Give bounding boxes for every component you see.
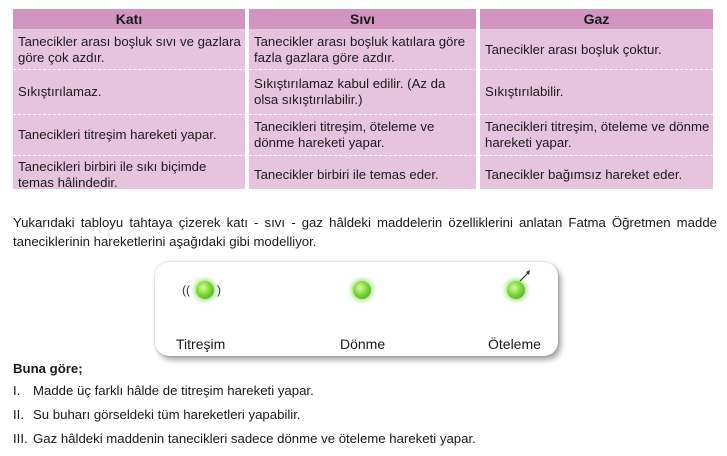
cell-gas-contact: Tanecikler bağımsız hareket eder. bbox=[485, 167, 683, 182]
statement-text: Gaz hâldeki maddenin tanecikleri sadece dönme ve öteleme hareketi yapar. bbox=[33, 431, 476, 446]
cell-gas-compress: Sıkıştırılabilir. bbox=[485, 84, 564, 99]
statement-3 bbox=[13, 430, 476, 448]
cell-liquid-contact: Tanecikler birbiri ile temas eder. bbox=[254, 167, 439, 182]
vibration-marks-right: ) bbox=[217, 283, 221, 297]
rotating-particle-icon bbox=[353, 281, 371, 299]
row-divider bbox=[13, 114, 713, 115]
cell-solid-spacing: Tanecikler arası boşluk sıvı ve gazlara göre çok azdır. bbox=[18, 33, 241, 65]
statement-number: III. bbox=[13, 431, 28, 446]
vibrating-particle-icon bbox=[196, 281, 214, 299]
cell-solid-compress: Sıkıştırılamaz. bbox=[18, 84, 102, 99]
vibration-marks-left: (( bbox=[182, 283, 190, 297]
label-vibration: Titreşim bbox=[176, 336, 226, 352]
intro-paragraph: Yukarıdaki tabloyu tahtaya çizerek katı - sıvı - gaz hâldeki maddelerin özelliklerini anlatan Fatma Öğretmen madde taneciklerinin hareketlerini aşağıdaki gibi modelliyor. bbox=[13, 215, 717, 249]
vibration-model bbox=[182, 281, 232, 301]
statement-1 bbox=[13, 382, 314, 400]
cell-gas-spacing: Tanecikler arası boşluk çoktur. bbox=[485, 41, 662, 57]
header-gas: Gaz bbox=[480, 9, 713, 29]
question-lead: Buna göre; bbox=[13, 361, 83, 376]
column-liquid bbox=[249, 9, 476, 189]
column-solid bbox=[13, 9, 245, 189]
column-gas bbox=[480, 9, 713, 189]
header-solid: Katı bbox=[13, 9, 245, 29]
translating-particle-icon bbox=[507, 281, 525, 299]
row-divider bbox=[13, 69, 713, 70]
label-translation: Öteleme bbox=[488, 336, 541, 352]
row-divider bbox=[13, 155, 713, 156]
cell-solid-contact: Tanecikleri birbiri ile sıkı biçimde temas hâlindedir. bbox=[18, 159, 207, 190]
header-liquid: Sıvı bbox=[249, 9, 476, 29]
statement-2 bbox=[13, 406, 301, 424]
cell-liquid-motion: Tanecikleri titreşim, öteleme ve dönme hareketi yapar. bbox=[254, 119, 435, 150]
cell-solid-motion: Tanecikleri titreşim hareketi yapar. bbox=[18, 127, 217, 142]
cell-gas-motion: Tanecikleri titreşim, öteleme ve dönme hareketi yapar. bbox=[485, 119, 710, 150]
statement-number: I. bbox=[13, 383, 21, 398]
label-rotation: Dönme bbox=[340, 336, 386, 352]
particle-motion-model bbox=[155, 262, 558, 356]
statement-number: II. bbox=[13, 407, 24, 422]
translation-arrow-icon bbox=[518, 269, 532, 283]
cell-liquid-spacing: Tanecikler arası boşluk katılara göre fazla gazlara göre azdır. bbox=[254, 33, 466, 65]
states-of-matter-table bbox=[13, 9, 713, 189]
statement-text: Su buharı görseldeki tüm hareketleri yapabilir. bbox=[33, 407, 301, 422]
statement-text: Madde üç farklı hâlde de titreşim hareketi yapar. bbox=[33, 383, 314, 398]
cell-liquid-compress: Sıkıştırılamaz kabul edilir. (Az da olsa sıkıştırılabilir.) bbox=[254, 76, 446, 107]
